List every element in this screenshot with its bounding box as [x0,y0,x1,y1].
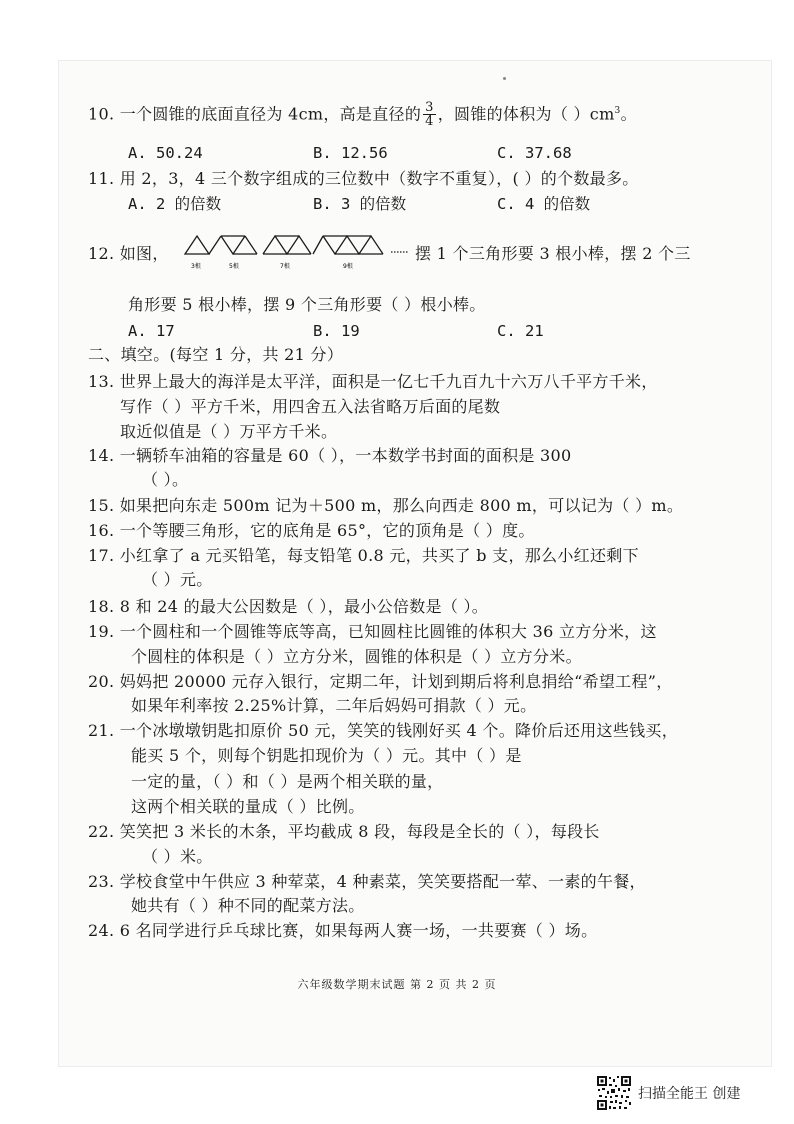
scan-speck [503,77,506,80]
triangles-3 [263,236,311,254]
question-10-text: 10. 一个圆锥的底面直径为 4cm，高是直径的 [88,104,422,124]
q12-option-a: A. 17 [128,322,175,340]
qr-code-icon [596,1075,632,1111]
question-10 [88,101,637,128]
q10-option-b: B. 12.56 [313,144,388,162]
question-19-line1: 19. 一个圆柱和一个圆锥等底等高，已知圆柱比圆锥的体积大 36 立方分米，这 [88,622,657,641]
question-12-text: 摆 1 个三角形要 3 根小棒，摆 2 个三 [415,244,691,263]
question-23-line2: 她共有（ ）种不同的配菜方法。 [131,896,365,915]
fraction-denominator: 4 [425,114,434,130]
q12-option-b: B. 19 [313,322,360,340]
question-13-line1: 13. 世界上最大的海洋是太平洋，面积是一亿七千九百九十六万八千平方千米， [88,372,658,391]
question-13-line3: 取近似值是（ ）万平方千米。 [120,422,338,441]
section-2-heading: 二、填空。(每空 1 分，共 21 分） [88,345,344,364]
question-12-line2: 角形要 5 根小棒，摆 9 个三角形要（ ）根小棒。 [128,295,486,314]
question-11: 11. 用 2，3，4 三个数字组成的三位数中（数字不重复），( ）的个数最多。 [88,169,639,188]
question-17-line2: （ ）元。 [142,570,213,589]
question-19-line2: 个圆柱的体积是（ ）立方分米，圆锥的体积是（ ）立方分米。 [131,647,582,666]
question-10-end: 。 [620,104,637,124]
question-16: 16. 一个等腰三角形，它的底角是 65°，它的顶角是（ ）度。 [88,521,535,540]
scanner-brand-text: 扫描全能王 创建 [638,1086,741,1102]
question-24: 24. 6 名同学进行乒乓球比赛，如果每两人赛一场，一共要赛（ ）场。 [88,921,598,940]
fraction-numerator: 3 [425,100,434,116]
figure-label-4: 9根 [343,263,353,270]
question-20-line2: 如果年利率按 2.25%计算，二年后妈妈可捐款（ ）元。 [131,696,537,715]
question-15: 15. 如果把向东走 500m 记为＋500 m，那么向西走 800 m，可以记为（ ）m。 [88,496,684,515]
question-14-line2: （ ）。 [142,470,189,489]
triangle-1 [185,236,209,254]
question-20-line1: 20. 妈妈把 20000 元存入银行，定期二年，计划到期后将利息捐给“希望工程”， [88,672,673,691]
question-18: 18. 8 和 24 的最大公因数是（ ），最小公倍数是（ ）。 [88,597,489,616]
triangles-2 [209,236,257,254]
figure-label-2: 5根 [229,263,239,270]
q11-option-c: C. 4 的倍数 [497,195,591,213]
q11-option-a: A. 2 的倍数 [128,195,222,213]
q11-option-b: B. 3 的倍数 [313,195,407,213]
question-14-line1: 14. 一辆轿车油箱的容量是 60（ ），一本数学书封面的面积是 300 [88,446,572,465]
question-22-line2: （ ）米。 [142,847,213,866]
triangle-sticks-figure [183,232,411,274]
q12-option-c: C. 21 [497,322,544,340]
page-footer: 六年级数学期末试题 第 2 页 共 2 页 [297,978,497,991]
question-17-line1: 17. 小红拿了 a 元买铅笔，每支铅笔 0.8 元，共买了 b 支，那么小红还剩下 [88,546,639,565]
q10-option-a: A. 50.24 [128,144,203,162]
question-12-prefix: 12. 如图， [88,244,169,263]
question-21-line4: 这两个相关联的量成（ ）比例。 [131,797,365,816]
question-22-line1: 22. 笑笑把 3 米长的木条，平均截成 8 段，每段是全长的（ ），每段长 [88,822,600,841]
question-21-line2: 能买 5 个，则每个钥匙扣现价为（ ）元。其中（ ）是 [131,746,522,765]
cubic-superscript: 3 [614,106,621,116]
figure-label-3: 7根 [280,263,290,270]
scanner-watermark [596,1075,740,1111]
question-23-line1: 23. 学校食堂中午供应 3 种荤菜，4 种素菜，笑笑要搭配一荤、一素的午餐， [88,872,646,891]
fraction-three-quarters [423,101,436,128]
q10-option-c: C. 37.68 [497,144,572,162]
question-21-line3: 一定的量，（ ）和（ ）是两个相关联的量， [131,772,444,791]
question-10-blank: ，圆锥的体积为（ ）cm [437,104,615,124]
question-13-line2: 写作（ ）平方千米，用四舍五入法省略万后面的尾数 [120,397,501,416]
question-21-line1: 21. 一个冰墩墩钥匙扣原价 50 元，笑笑的钱刚好买 4 个。降价后还用这些钱买， [88,721,679,740]
triangles-4 [313,236,383,254]
figure-label-1: 3根 [191,263,201,270]
